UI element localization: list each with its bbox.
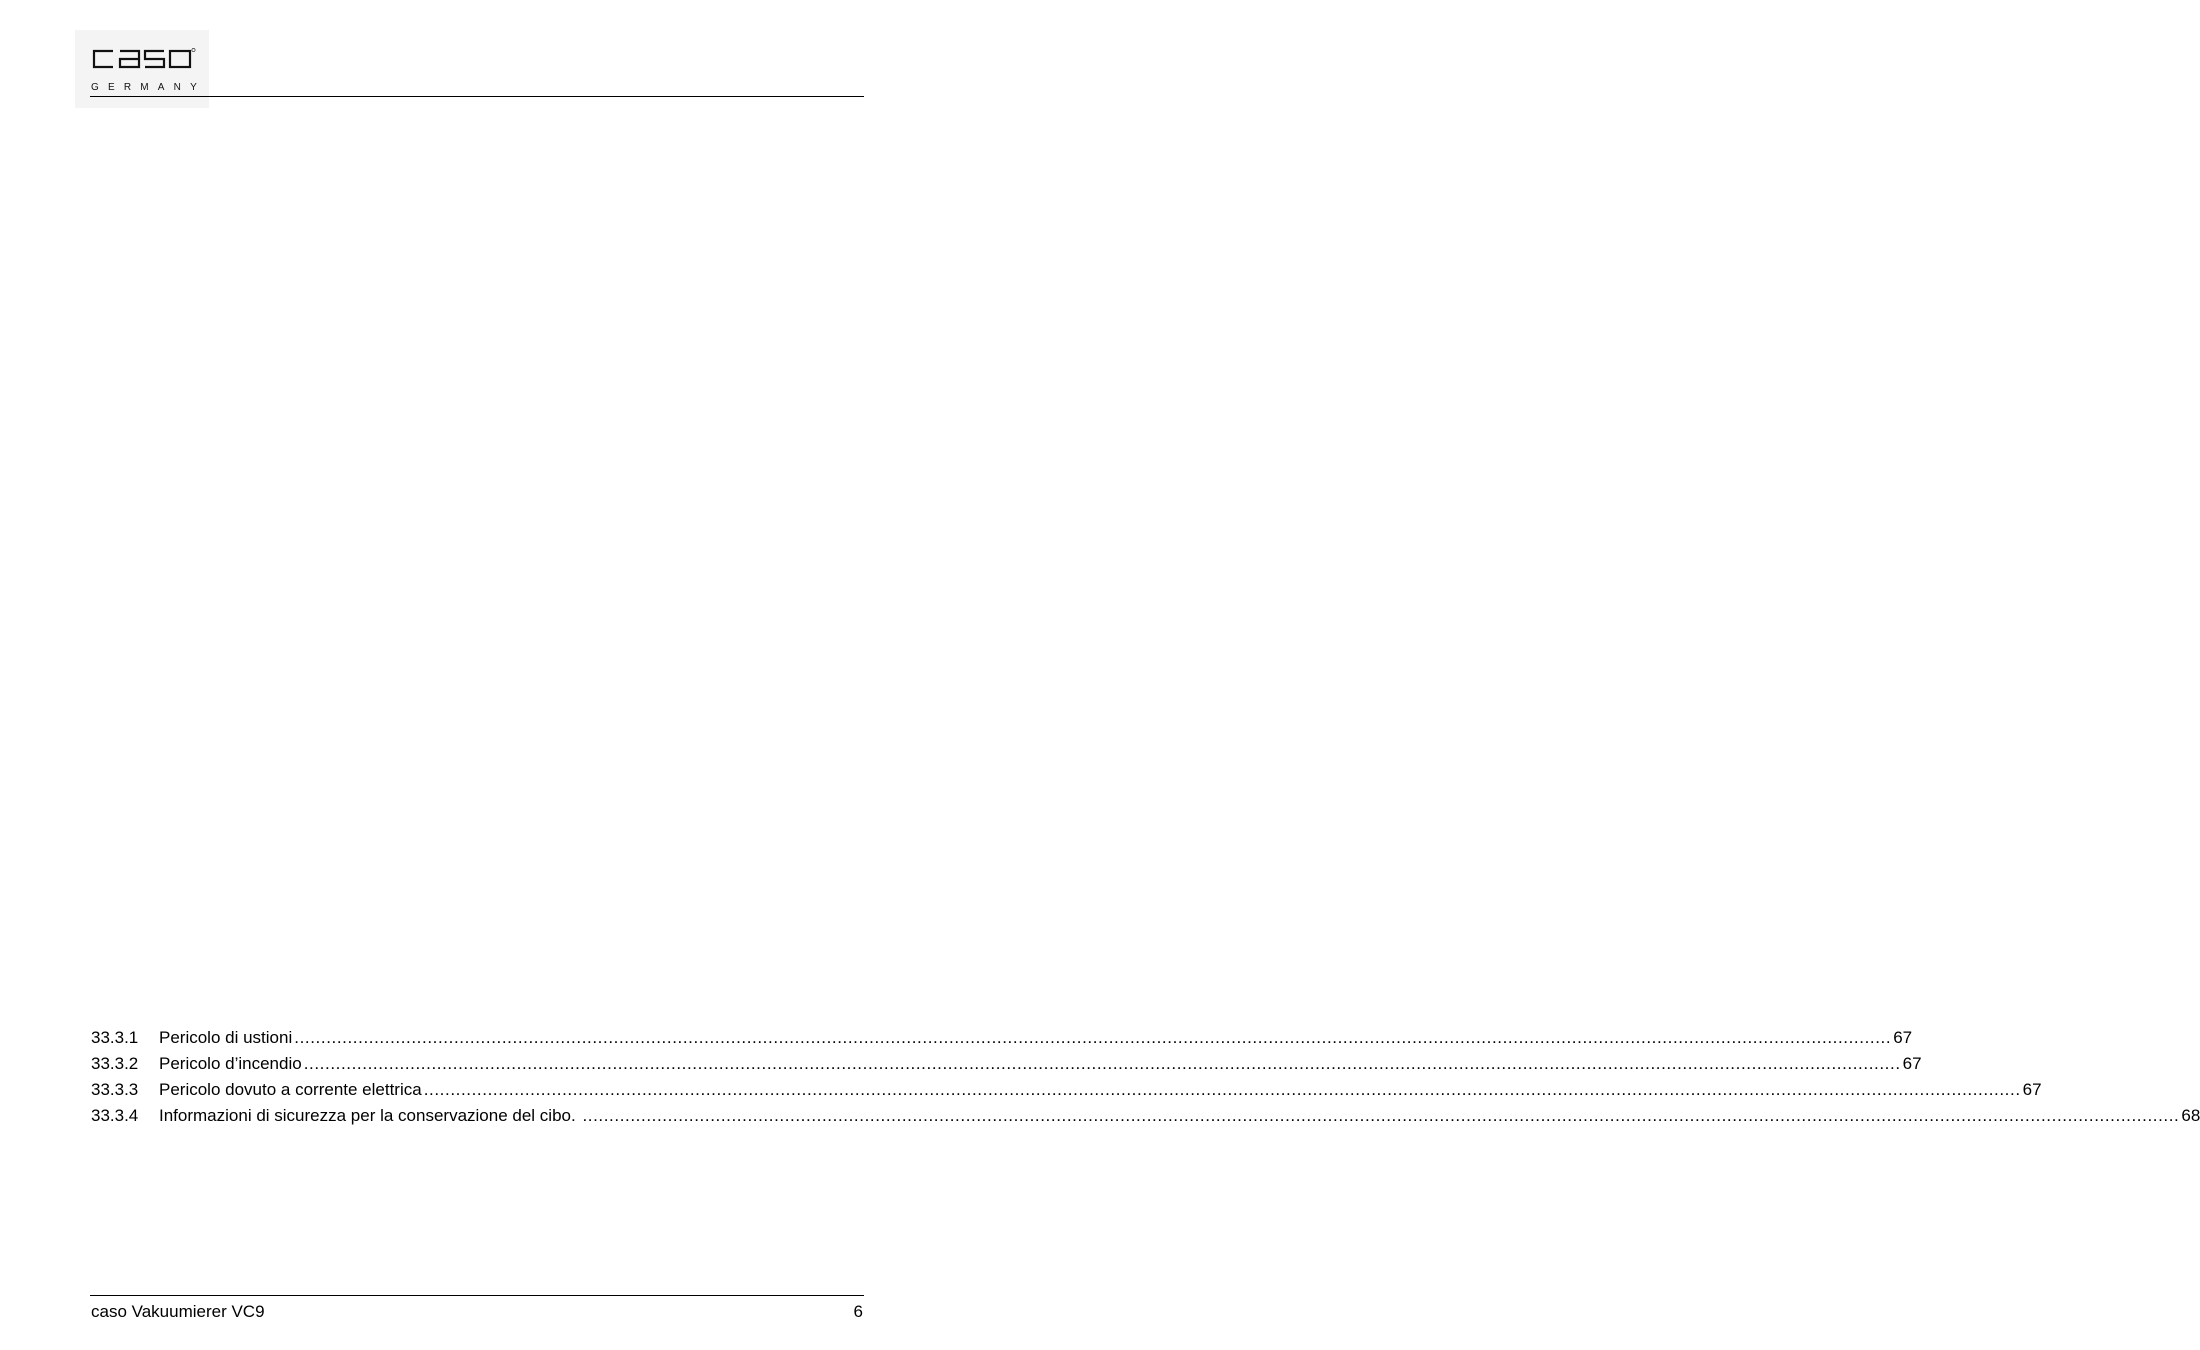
toc-entry[interactable] — [91, 1025, 1913, 1051]
toc-entry[interactable] — [91, 1103, 2200, 1129]
toc-entry[interactable] — [91, 1077, 2042, 1103]
toc-leader-dots: ............................................................................................................................................................................................................................................................................................................ — [294, 1028, 1892, 1047]
toc-entry[interactable] — [91, 1051, 1922, 1077]
toc-entry-page: 68 — [2181, 1106, 2200, 1125]
header-divider — [90, 96, 864, 97]
footer-page-number: 6 — [853, 1302, 863, 1321]
toc-entry-page: 67 — [2022, 1080, 2042, 1099]
toc-entry-number: 33.3.3 — [91, 1080, 139, 1099]
toc-leader-dots: ............................................................................................................................................................................................................................................................................................................ — [423, 1080, 2021, 1099]
toc-entry-title: Pericolo di ustioni — [159, 1028, 293, 1047]
toc-entry-page: 67 — [1893, 1028, 1913, 1047]
toc-leader-dots: ............................................................................................................................................................................................................................................................................................................ — [582, 1106, 2180, 1125]
table-of-contents — [91, 1025, 2200, 1129]
toc-entry-title: Pericolo d’incendio — [159, 1054, 302, 1073]
caso-wordmark-icon — [75, 30, 209, 80]
logo-subtext: GERMANY — [91, 82, 206, 93]
footer-document-title: caso Vakuumierer VC9 — [91, 1302, 265, 1321]
toc-entry-title: Pericolo dovuto a corrente elettrica — [159, 1080, 422, 1099]
footer-divider — [90, 1295, 864, 1296]
toc-entry-page: 67 — [1902, 1054, 1922, 1073]
toc-leader-dots: ............................................................................................................................................................................................................................................................................................................ — [303, 1054, 1901, 1073]
toc-entry-number: 33.3.4 — [91, 1106, 139, 1125]
toc-entry-number: 33.3.1 — [91, 1028, 139, 1047]
toc-entry-title: Informazioni di sicurezza per la conservazione del cibo. — [159, 1106, 581, 1125]
toc-entry-number: 33.3.2 — [91, 1054, 139, 1073]
